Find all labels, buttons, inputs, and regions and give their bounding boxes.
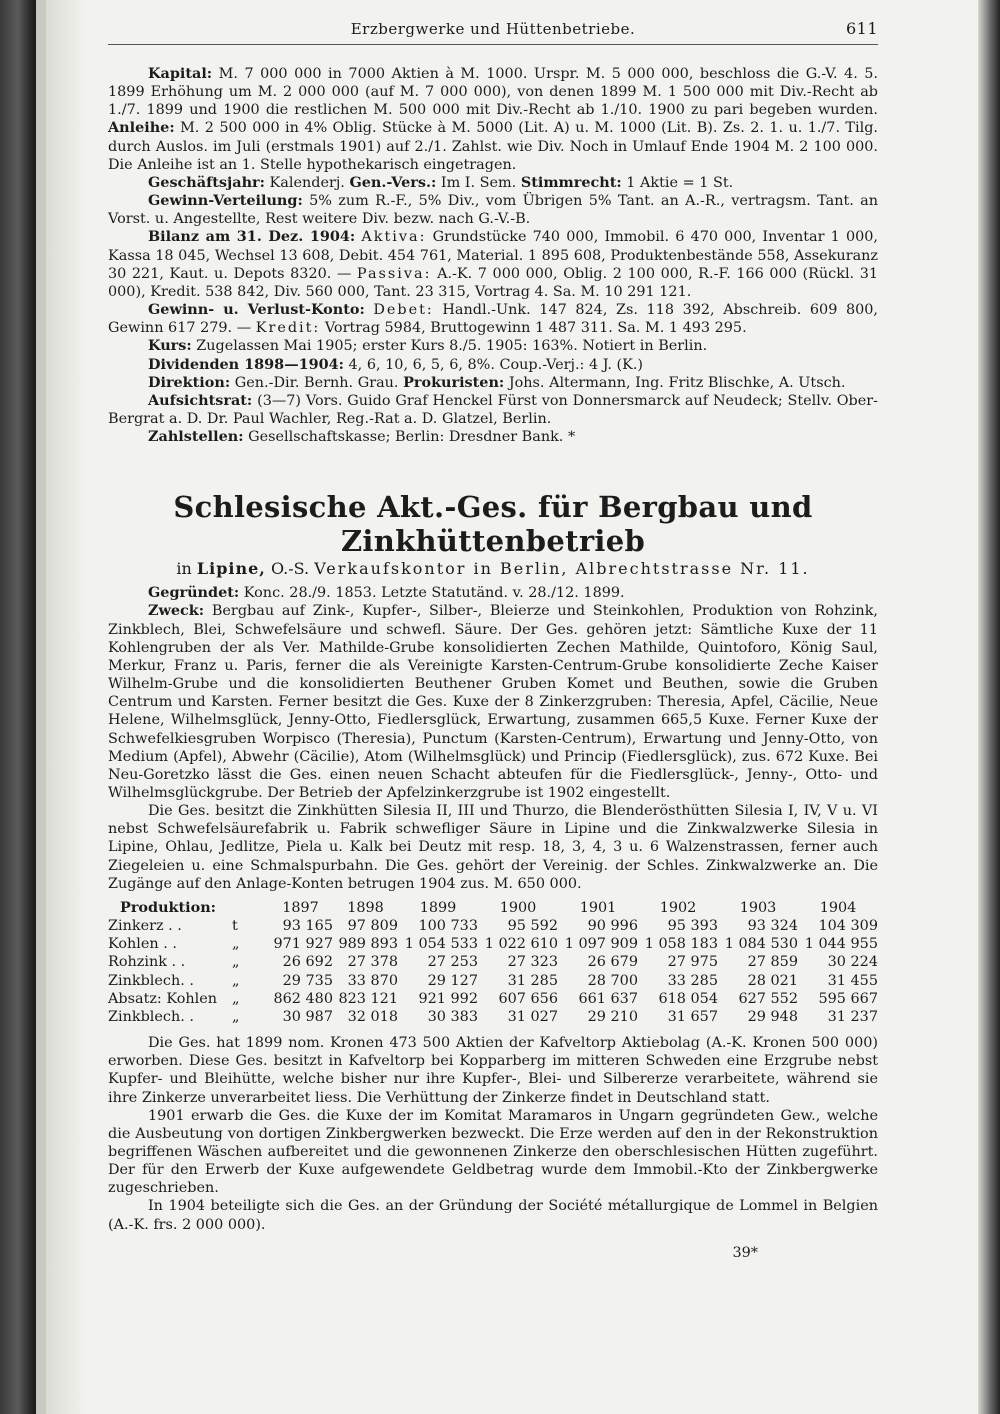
running-header xyxy=(108,18,878,42)
zweck-label: Zweck: xyxy=(148,602,205,620)
value-cell: 104 309 xyxy=(818,918,878,935)
row-unit: „ xyxy=(232,990,240,1007)
production-table xyxy=(108,899,878,1026)
dividenden-paragraph xyxy=(108,356,878,374)
aufsichtsrat-text: (3—7) Vors. Guido Graf Henckel Fürst von Donnersmarck auf Neudeck; Stellv. Ober-Bergrat a. D. Dr. Paul Wachler, Reg.-Rat a. D. Glatzel, Berlin. xyxy=(108,392,879,427)
value-cell: 27 975 xyxy=(667,954,718,971)
table-row xyxy=(108,972,878,990)
row-label: Rohzink . . xyxy=(108,954,186,971)
value-cell: 31 237 xyxy=(827,1008,878,1025)
value-cell: 30 383 xyxy=(427,1008,478,1025)
guv-paragraph: Gewinn- u. Verlust-Konto: Debet: Handl.-Unk. 147 824, Zs. 118 392, Abschreib. 609 800, Gewinn 617 279. — Kredit: Vortrag 5984, Bruttogewinn 1 487 311. Sa. M. 1 493 295. xyxy=(108,301,879,337)
value-cell: 661 637 xyxy=(578,990,638,1007)
prokuristen-label: Prokuristen: xyxy=(403,373,505,391)
header-rule xyxy=(108,44,878,45)
value-cell: 93 324 xyxy=(747,918,798,935)
value-cell: 921 992 xyxy=(418,990,478,1007)
value-cell: 1 084 530 xyxy=(724,936,798,953)
gewinn-verteilung-label: Gewinn-Verteilung: xyxy=(148,192,303,210)
value-cell: 100 733 xyxy=(418,918,478,935)
year-cell: 1903 xyxy=(739,899,777,916)
value-cell: 33 285 xyxy=(667,972,718,989)
aufsichtsrat-paragraph xyxy=(108,392,878,428)
year-cell: 1898 xyxy=(347,899,384,916)
row-unit: t xyxy=(232,918,238,935)
company-subtitle xyxy=(108,558,878,580)
table-row xyxy=(108,1008,878,1026)
kredit-label: Kredit: xyxy=(255,320,321,337)
year-cell: 1897 xyxy=(282,899,319,916)
year-cell: 1902 xyxy=(659,899,697,916)
value-cell: 26 692 xyxy=(282,954,333,971)
zahlstellen-mark: * xyxy=(567,429,576,446)
bilanz-label: Bilanz am 31. Dez. 1904: xyxy=(148,228,356,246)
value-cell: 28 021 xyxy=(747,972,798,989)
value-cell: 595 667 xyxy=(818,990,878,1007)
row-unit: „ xyxy=(232,936,240,953)
table-row xyxy=(108,990,878,1008)
value-cell: 607 656 xyxy=(498,990,558,1007)
zahlstellen-label: Zahlstellen: xyxy=(148,428,244,446)
value-cell: 27 253 xyxy=(427,954,478,971)
value-cell: 1 022 610 xyxy=(484,936,558,953)
value-cell: 989 893 xyxy=(338,936,398,953)
company-title: Schlesische Akt.-Ges. für Bergbau und Zinkhüttenbetrieb xyxy=(173,490,813,559)
page-edge xyxy=(978,0,1000,1414)
value-cell: 862 480 xyxy=(273,990,333,1007)
binding-edge xyxy=(0,0,36,1414)
value-cell: 627 552 xyxy=(738,990,798,1007)
value-cell: 618 054 xyxy=(658,990,718,1007)
zahlstellen-paragraph xyxy=(108,428,878,446)
value-cell: 29 127 xyxy=(427,972,478,989)
value-cell: 1 054 533 xyxy=(404,936,478,953)
value-cell: 32 018 xyxy=(347,1008,398,1025)
aufsichtsrat-label: Aufsichtsrat: xyxy=(148,391,253,409)
row-label: Zinkblech. . xyxy=(108,1008,194,1025)
guv-label: Gewinn- u. Verlust-Konto: xyxy=(148,301,365,319)
year-cell: 1901 xyxy=(579,899,617,916)
value-cell: 1 044 955 xyxy=(804,936,878,953)
table-row xyxy=(108,935,878,953)
zweck-paragraph xyxy=(108,602,878,802)
kapital-paragraph xyxy=(108,65,878,174)
row-unit: „ xyxy=(232,1008,240,1025)
company-region: O.-S. xyxy=(270,559,310,579)
company-place: Lipine, xyxy=(196,559,266,579)
stimmrecht-label: Stimmrecht: xyxy=(520,173,622,191)
geschaeftsjahr-paragraph xyxy=(108,174,878,192)
kapital-text: M. 7 000 000 in 7000 Aktien à M. 1000. Urspr. M. 5 000 000, beschloss die G.-V. 4. 5. 1899 Erhöhung um M. 2 000 000 (auf M. 7 000 000), von denen 1899 M. 1 500 000 mit Div.-Recht ab 1./7. 1899 und 1900 die restlichen M. 500 000 mit Div.-Recht ab 1./10. 1900 zu pari begeben wurden. xyxy=(108,66,879,119)
debet-text: Handl.-Unk. 147 824, Zs. 118 392, Abschreib. 609 800, Gewinn 617 279. xyxy=(108,302,879,337)
passiva-text: A.-K. 7 000 000, Oblig. 2 100 000, R.-F. 166 000 (Rückl. 31 000), Kredit. 538 842, Div. 560 000, Tant. 23 315, Vortrag 4. Sa. M. 10 291 121. xyxy=(108,265,879,300)
gutter-shadow xyxy=(46,0,86,1414)
closing-paragraph-3: In 1904 beteiligte sich die Ges. an der Gründung der Société métallurgique de Lommel in Belgien (A.-K. frs. 2 000 000). xyxy=(108,1198,878,1233)
value-cell: 26 679 xyxy=(587,954,638,971)
gegruendet-paragraph xyxy=(108,584,878,602)
value-cell: 28 700 xyxy=(587,972,638,989)
value-cell: 27 859 xyxy=(747,954,798,971)
gutter xyxy=(36,0,46,1414)
closing-paragraph-2: 1901 erwarb die Ges. die Kuxe der im Komitat Maramaros in Ungarn gegründeten Gew., welche die Ausbeutung von dortigen Zinkbergwerken bezweckt. Die Erze werden auf den in der Rekonstruktion begriffenen Wäschen aufbereitet und die gewonnenen Zinkerze den oberschlesischen Hütten zugeführt. Der für den Erwerb der Kuxe aufgewendete Geldbetrag wurde dem Immobil.-Kto der Zinkbergwerke zugeschrieben. xyxy=(108,1107,878,1197)
kurs-text: Zugelassen Mai 1905; erster Kurs 8./5. 1905: 163%. Notiert in Berlin. xyxy=(196,338,708,355)
direktion-text: Gen.-Dir. Bernh. Grau. xyxy=(234,374,399,391)
production-label: Produktion: xyxy=(120,898,216,916)
row-unit: „ xyxy=(232,972,240,989)
debet-label: Debet: xyxy=(373,302,434,319)
zweck-text: Bergbau auf Zink-, Kupfer-, Silber-, Bleierze und Steinkohlen, Produktion von Rohzink, Zinkblech, Blei, Schwefelsäure und schwefl. Säure. Der Ges. gehören jetzt: Sämtliche Kuxe der 11 Kohlengruben der als Ver. Mathilde-Grube konsolidierten Zechen Mathilde, Quintoforo, König Saul, Merkur, Franz u. Paris, ferner die als Vereinigte Karsten-Centrum-Grube konsolidierte Zeche Kaiser Wilhelm-Grube und die konsolidierten Beuthener Gruben Komet und Beuthen, sowie die Gruben Centrum und Karsten. Ferner besitzt die Ges. Kuxe der 8 Zinkerzgruben: Theresia, Apfel, Cäcilie, Neue Helene, Wilhelmsglück, Jenny-Otto, Fiedlersglück, Erwartung, zusammen 665,5 Kuxe. Ferner Kuxe der Schwefelkiesgruben Worpisco (Theresia), Punctum (Karsten-Centrum), Erwartung und Jenny-Otto, von Medium (Apfel), Abwehr (Cäcilie), Atom (Wilhelmsglück) und Princip (Fiedlersglück), zus. 672 Kuxe. Bei Neu-Goretzko lässt die Ges. einen neuen Schacht abteufen für die Fiedlersglück-, Jenny-, Otto- und Wilhelmsglückgrube. Der Betrieb der Apfelzinkerzgrube ist 1902 eingestellt. xyxy=(108,603,878,801)
row-label: Absatz: Kohlen xyxy=(108,990,218,1007)
value-cell: 31 027 xyxy=(507,1008,558,1025)
signature-mark: 39* xyxy=(732,1244,758,1261)
gegruendet-label: Gegründet: xyxy=(148,584,240,602)
anleihe-text: M. 2 500 000 in 4% Oblig. Stücke à M. 5000 (Lit. A) u. M. 1000 (Lit. B). Zs. 2. 1. u. 1./7. Tilg. durch Auslos. im Juli (erstmals 1901) auf 2./1. Zahlst. wie Div. Noch in Umlauf Ende 1904 M. 2 100 000. Die Anleihe ist an 1. Stelle hypothekarisch eingetragen. xyxy=(108,120,878,173)
year-cell: 1904 xyxy=(819,899,857,916)
header-title: Erzbergwerke und Hüttenbetriebe. xyxy=(350,20,636,38)
value-cell: 31 285 xyxy=(507,972,558,989)
gewinn-verteilung-text: 5% zum R.-F., 5% Div., vom Übrigen 5% Tant. an A.-R., vertragsm. Tant. an Vorst. u. Angestellte, Rest weitere Div. bezw. nach G.-V.-B. xyxy=(108,193,879,228)
stimmrecht-text: 1 Aktie = 1 St. xyxy=(626,174,734,191)
company-sales-office: Verkaufskontor in Berlin, Albrechtstrasse Nr. 11. xyxy=(314,559,810,579)
direktion-label: Direktion: xyxy=(148,373,231,391)
geschaeftsjahr-label: Geschäftsjahr: xyxy=(148,173,265,191)
value-cell: 1 058 183 xyxy=(644,936,718,953)
value-cell: 29 735 xyxy=(282,972,333,989)
production-header-row xyxy=(108,899,878,917)
value-cell: 97 809 xyxy=(347,918,398,935)
value-cell: 31 657 xyxy=(667,1008,718,1025)
value-cell: 90 996 xyxy=(587,918,638,935)
value-cell: 30 987 xyxy=(282,1008,333,1025)
value-cell: 27 378 xyxy=(347,954,398,971)
page-number: 611 xyxy=(845,19,878,38)
value-cell: 95 393 xyxy=(667,918,718,935)
bilanz-paragraph: Bilanz am 31. Dez. 1904: Aktiva: Grundstücke 740 000, Immobil. 6 470 000, Inventar 1 000, Kassa 18 045, Wechsel 13 608, Debit. 454 761, Material. 1 895 608, Produktenbestände 558, Assekuranz 30 221, Kaut. u. Depots 8320. — Passiva: A.-K. 7 000 000, Oblig. 2 100 000, R.-F. 166 000 (Rückl. 31 000), Kredit. 538 842, Div. 560 000, Tant. 23 315, Vortrag 4. Sa. M. 10 291 121. xyxy=(108,228,879,300)
value-cell: 31 455 xyxy=(827,972,878,989)
value-cell: 971 927 xyxy=(273,936,333,953)
dividenden-label: Dividenden 1898—1904: xyxy=(148,355,344,373)
aktiva-text: Grundstücke 740 000, Immobil. 6 470 000, Inventar 1 000, Kassa 18 045, Wechsel 13 608, Debit. 454 761, Material. 1 895 608, Produktenbestände 558, Assekuranz 30 221, Kaut. u. Depots 8320. xyxy=(108,229,879,282)
kurs-label: Kurs: xyxy=(148,337,192,355)
closing-paragraph-1: Die Ges. hat 1899 nom. Kronen 473 500 Aktien der Kafveltorp Aktiebolag (A.-K. Kronen 500 000) erworben. Diese Ges. besitzt in Kafveltorp bei Kopparberg im mitteren Schweden eine Erzgrube nebst Kupfer- und Bleihütte, welche bisher nur ihre Kupfer-, Blei- und Silbererze verarbeitete, während sie ihre Zinkerze unverarbeitet liess. Die Verhüttung der Zinkerze findet in Deutschland statt. xyxy=(108,1035,878,1106)
year-cell: 1900 xyxy=(499,899,537,916)
gewinn-verteilung-paragraph xyxy=(108,192,878,228)
company-in: in xyxy=(176,559,192,579)
geschaeftsjahr-text: Kalenderj. xyxy=(269,174,345,191)
aktiva-label: Aktiva: xyxy=(361,229,427,246)
genvers-text: Im I. Sem. xyxy=(440,174,517,191)
page xyxy=(108,18,878,1262)
direktion-paragraph xyxy=(108,374,878,392)
value-cell: 29 948 xyxy=(747,1008,798,1025)
value-cell: 1 097 909 xyxy=(564,936,638,953)
row-unit: „ xyxy=(232,954,240,971)
table-row xyxy=(108,953,878,971)
zahlstellen-text: Gesellschaftskasse; Berlin: Dresdner Bank. xyxy=(248,429,564,446)
genvers-label: Gen.-Vers.: xyxy=(349,173,437,191)
kurs-paragraph xyxy=(108,337,878,355)
kredit-text: Vortrag 5984, Bruttogewinn 1 487 311. Sa. M. 1 493 295. xyxy=(324,320,747,337)
value-cell: 27 323 xyxy=(507,954,558,971)
row-label: Zinkblech. . xyxy=(108,972,194,989)
value-cell: 33 870 xyxy=(347,972,398,989)
row-label: Zinkerz . . xyxy=(108,918,182,935)
value-cell: 30 224 xyxy=(827,954,878,971)
gegruendet-text: Konc. 28./9. 1853. Letzte Statutänd. v. 28./12. 1899. xyxy=(243,585,625,602)
kapital-label: Kapital: xyxy=(148,65,213,82)
table-row xyxy=(108,917,878,935)
value-cell: 823 121 xyxy=(338,990,398,1007)
year-cell: 1899 xyxy=(419,899,457,916)
row-label: Kohlen . . xyxy=(108,936,177,953)
prokuristen-text: Johs. Altermann, Ing. Fritz Blischke, A. Utsch. xyxy=(508,374,846,391)
value-cell: 95 592 xyxy=(507,918,558,935)
value-cell: 93 165 xyxy=(282,918,333,935)
value-cell: 29 210 xyxy=(587,1008,638,1025)
passiva-label: Passiva: xyxy=(356,265,432,282)
dividenden-text: 4, 6, 10, 6, 5, 6, 8%. Coup.-Verj.: 4 J. (K.) xyxy=(348,356,644,373)
anleihe-label: Anleihe: xyxy=(108,119,175,137)
zweck-paragraph-2: Die Ges. besitzt die Zinkhütten Silesia II, III und Thurzo, die Blenderösthütten Silesia I, IV, V u. VI nebst Schwefelsäurefabrik u. Fabrik schwefliger Säure in Lipine und die Zinkwalzwerke Silesia in Lipine, Ohlau, Jedlitze, Piela u. Kalk bei Deutz mit resp. 18, 3, 4, 3 u. 6 Walzenstrassen, ferner auch Ziegeleien u. eine Schmalspurbahn. Die Ges. gehört der Vereinig. der Schles. Zinkwalzwerke an. Die Zugänge auf den Anlage-Konten betrugen 1904 zus. M. 650 000. xyxy=(108,803,878,892)
